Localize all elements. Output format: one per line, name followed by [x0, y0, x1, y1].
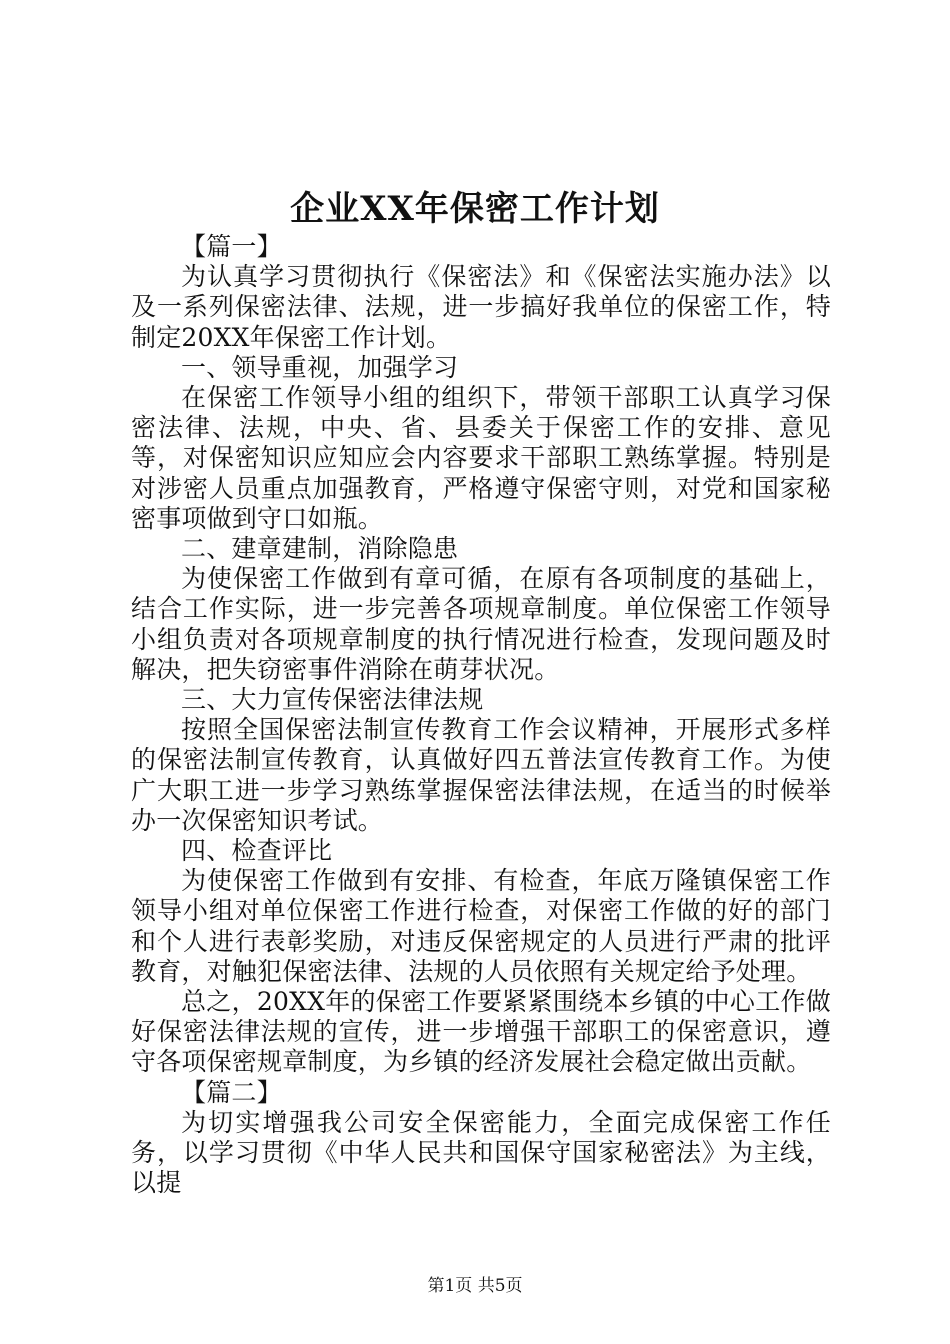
subsection-heading: 三、大力宣传保密法律法规 [181, 685, 484, 715]
body-paragraph: 为认真学习贯彻执行《保密法》和《保密法实施办法》以及一系列保密法律、法规，进一步搞好我单位的保密工作，特制定20XX年保密工作计划。 [131, 262, 831, 352]
subsection-heading: 二、建章建制，消除隐患 [181, 534, 459, 564]
document-body [131, 232, 831, 1199]
subsection-heading: 一、领导重视，加强学习 [181, 352, 459, 382]
section-heading-part-one: 【篇一】 [181, 232, 282, 261]
page-number-footer: 第1页 共5页 [427, 1276, 523, 1296]
body-paragraph: 总之，20XX年的保密工作要紧紧围绕本乡镇的中心工作做好保密法律法规的宣传，进一步增强干部职工的保密意识，遵守各项保密规章制度，为乡镇的经济发展社会稳定做出贡献。 [131, 987, 831, 1077]
section-heading-part-two: 【篇二】 [181, 1077, 282, 1107]
subsection-heading: 四、检查评比 [181, 836, 333, 866]
body-paragraph: 为切实增强我公司安全保密能力，全面完成保密工作任务，以学习贯彻《中华人民共和国保守国家秘密法》为主线，以提 [131, 1107, 831, 1198]
page-title: 企业XX年保密工作计划 [290, 189, 660, 229]
body-paragraph: 在保密工作领导小组的组织下，带领干部职工认真学习保密法律、法规，中央、省、县委关于保密工作的安排、意见等，对保密知识应知应会内容要求干部职工熟练掌握。特别是对涉密人员重点加强教育，严格遵守保密守则，对党和国家秘密事项做到守口如瓶。 [131, 383, 831, 533]
body-paragraph: 按照全国保密法制宣传教育工作会议精神，开展形式多样的保密法制宣传教育，认真做好四五普法宣传教育工作。为使广大职工进一步学习熟练掌握保密法律法规，在适当的时候举办一次保密知识考试。 [131, 715, 831, 835]
body-paragraph: 为使保密工作做到有安排、有检查，年底万隆镇保密工作领导小组对单位保密工作进行检查，对保密工作做的好的部门和个人进行表彰奖励，对违反保密规定的人员进行严肃的批评教育，对触犯保密法律、法规的人员依照有关规定给予处理。 [131, 866, 831, 986]
body-paragraph: 为使保密工作做到有章可循，在原有各项制度的基础上，结合工作实际，进一步完善各项规章制度。单位保密工作领导小组负责对各项规章制度的执行情况进行检查，发现问题及时解决，把失窃密事件消除在萌芽状况。 [131, 564, 831, 684]
